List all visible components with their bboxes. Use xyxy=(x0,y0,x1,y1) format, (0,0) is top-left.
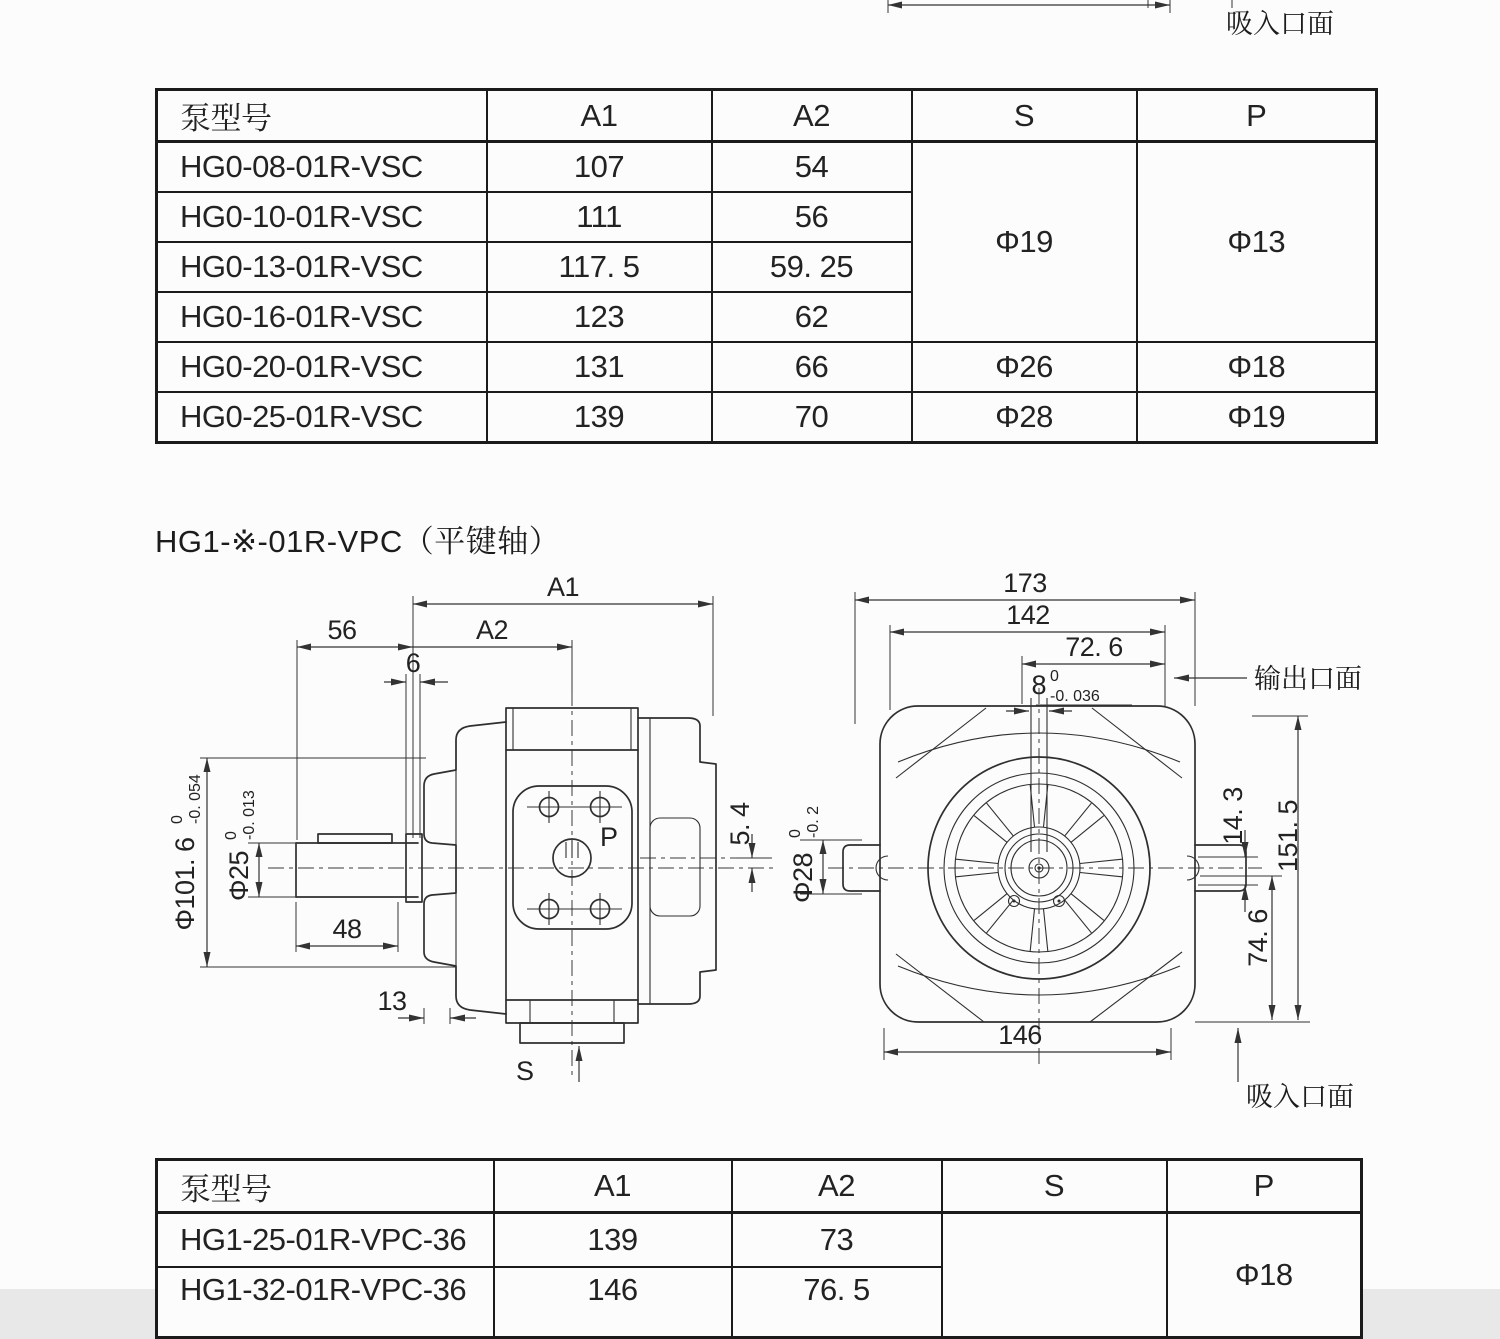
svg-text:-0. 054: -0. 054 xyxy=(187,774,204,824)
dim-a2: A2 xyxy=(475,615,509,645)
svg-text:151. 5: 151. 5 xyxy=(1273,799,1303,873)
side-view-dimensions xyxy=(169,572,770,1086)
dim-13: 13 xyxy=(377,986,407,1016)
svg-text:Φ25: Φ25 xyxy=(224,850,254,902)
table-row xyxy=(157,142,1377,193)
cell-model: HG0-08-01R-VSC xyxy=(157,142,487,193)
col-header-a1: A1 xyxy=(494,1160,732,1213)
table-row xyxy=(157,1213,1362,1268)
dim-56: 56 xyxy=(327,615,357,645)
cell-a1: 139 xyxy=(494,1213,732,1268)
svg-text:0: 0 xyxy=(223,831,240,840)
cell-model: HG0-13-01R-VSC xyxy=(157,242,487,292)
partial-dimension-line xyxy=(888,0,1232,13)
dim-6: 6 xyxy=(405,648,421,678)
hg0-spec-table-wrap xyxy=(155,88,1378,444)
table-header-row xyxy=(157,90,1377,142)
suction-face-label: 吸入口面 xyxy=(1246,1082,1354,1112)
cell-a2: 62 xyxy=(712,292,912,342)
front-view xyxy=(787,568,1362,1112)
dim-146: 146 xyxy=(998,1020,1042,1050)
table-header-row xyxy=(157,1160,1362,1213)
dim-74-6-label xyxy=(1243,909,1273,967)
table-row xyxy=(157,342,1377,392)
col-header-model: 泵型号 xyxy=(157,90,487,142)
cell-a1: 111 xyxy=(487,192,712,242)
col-header-s: S xyxy=(942,1160,1167,1213)
shaft-diameter-label xyxy=(223,790,258,901)
cell-a2: 54 xyxy=(712,142,912,193)
col-header-a2: A2 xyxy=(712,90,912,142)
cell-s: Φ28 xyxy=(912,392,1137,443)
dim-5-4-label xyxy=(725,802,755,846)
cell-a1: 131 xyxy=(487,342,712,392)
svg-text:-0. 013: -0. 013 xyxy=(241,790,258,840)
boss-diameter-label xyxy=(787,806,822,903)
dim-72-6: 72. 6 xyxy=(1065,632,1123,662)
port-p-label: P xyxy=(600,822,618,852)
svg-text:74. 6: 74. 6 xyxy=(1243,909,1273,967)
col-header-s: S xyxy=(912,90,1137,142)
col-header-a2: A2 xyxy=(732,1160,942,1213)
cell-a1: 146 xyxy=(494,1267,732,1338)
top-suction-face-label: 吸入口面 xyxy=(1226,9,1334,39)
cell-model: HG0-16-01R-VSC xyxy=(157,292,487,342)
hg1-spec-table-wrap xyxy=(155,1158,1363,1339)
cell-s: Φ26 xyxy=(912,342,1137,392)
hg1-spec-table xyxy=(155,1158,1363,1339)
col-header-a1: A1 xyxy=(487,90,712,142)
hg0-spec-table xyxy=(155,88,1378,444)
col-header-p: P xyxy=(1167,1160,1362,1213)
cell-a2: 70 xyxy=(712,392,912,443)
cell-a1: 123 xyxy=(487,292,712,342)
svg-text:5. 4: 5. 4 xyxy=(725,802,755,846)
port-s-label: S xyxy=(516,1056,534,1086)
top-drawing-remnant xyxy=(0,0,1500,48)
rear-flange-outline xyxy=(638,718,716,1004)
cell-model: HG0-25-01R-VSC xyxy=(157,392,487,443)
dim-a1: A1 xyxy=(546,572,580,602)
cell-model: HG0-10-01R-VSC xyxy=(157,192,487,242)
flange-diameter-label xyxy=(169,774,204,930)
outlet-face-label: 输出口面 xyxy=(1254,664,1362,694)
cell-s-merged xyxy=(942,1213,1167,1338)
svg-text:0: 0 xyxy=(169,815,186,824)
cell-p: Φ19 xyxy=(1137,392,1377,443)
dim-151-5-label xyxy=(1273,800,1303,872)
svg-text:8: 8 xyxy=(1031,670,1046,700)
cell-a2: 56 xyxy=(712,192,912,242)
cell-model: HG1-25-01R-VPC-36 xyxy=(157,1213,494,1268)
svg-text:Φ101. 6: Φ101. 6 xyxy=(170,837,200,931)
side-view xyxy=(169,572,778,1086)
svg-text:-0. 036: -0. 036 xyxy=(1050,688,1100,705)
dim-173: 173 xyxy=(1003,568,1047,598)
cell-a2: 66 xyxy=(712,342,912,392)
cell-a1: 107 xyxy=(487,142,712,193)
cell-a2: 76. 5 xyxy=(732,1267,942,1338)
keyway-width-label xyxy=(1006,668,1132,711)
cell-p-merged: Φ18 xyxy=(1167,1213,1362,1338)
section-title: HG1-※-01R-VPC（平键轴） xyxy=(155,524,561,559)
cell-a2: 73 xyxy=(732,1213,942,1268)
dim-14-3-label xyxy=(1218,787,1248,845)
cell-a2: 59. 25 xyxy=(712,242,912,292)
dim-142: 142 xyxy=(1006,600,1050,630)
cell-s-merged: Φ19 xyxy=(912,142,1137,343)
svg-text:0: 0 xyxy=(1050,668,1059,685)
cell-p-merged: Φ13 xyxy=(1137,142,1377,343)
cell-a1: 117. 5 xyxy=(487,242,712,292)
col-header-p: P xyxy=(1137,90,1377,142)
cell-model: HG1-32-01R-VPC-36 xyxy=(157,1267,494,1338)
cell-a1: 139 xyxy=(487,392,712,443)
table-row xyxy=(157,392,1377,443)
dim-48: 48 xyxy=(332,914,362,944)
cell-p: Φ18 xyxy=(1137,342,1377,392)
cell-model: HG0-20-01R-VSC xyxy=(157,342,487,392)
technical-drawings xyxy=(0,560,1500,1140)
col-header-model: 泵型号 xyxy=(157,1160,494,1213)
svg-text:0: 0 xyxy=(787,829,804,838)
svg-text:Φ28: Φ28 xyxy=(788,852,818,904)
svg-text:14. 3: 14. 3 xyxy=(1218,787,1248,845)
svg-text:-0. 2: -0. 2 xyxy=(805,805,822,838)
